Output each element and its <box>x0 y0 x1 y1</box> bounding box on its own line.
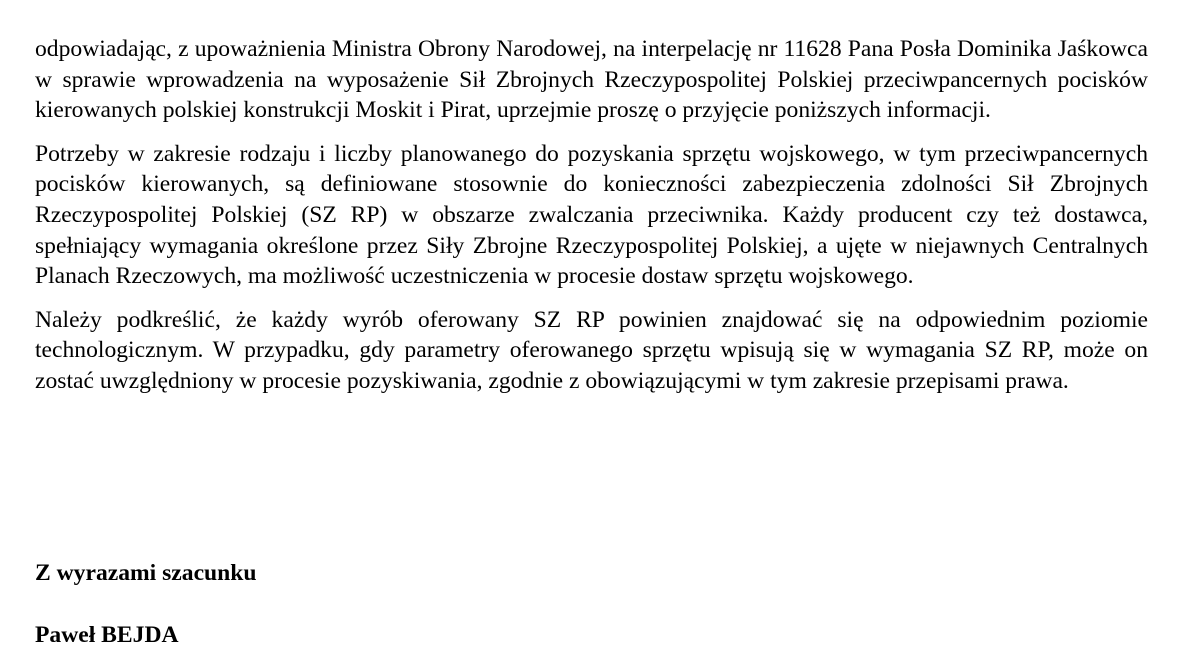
paragraph-technology-level: Należy podkreślić, że każdy wyrób oferowany SZ RP powinien znajdować się na odpowiednim poziomie technologicznym. W przypadku, gdy parametry oferowanego sprzętu wpisują się w wymagania SZ RP, może on zostać uwzględniony w procesie pozyskiwania, zgodnie z obowiązującymi w tym zakresie przepisami prawa. <box>35 306 1148 394</box>
paragraph-equipment-needs: Potrzeby w zakresie rodzaju i liczby planowanego do pozyskania sprzętu wojskowego, w tym przeciwpancernych pocisków kierowanych, są definiowane stosownie do konieczności zabezpieczenia zdolności Sił Zbrojnych Rzeczypospolitej Polskiej (SZ RP) w obszarze zwalczania przeciwnika. Każdy producent czy też dostawca, spełniający wymagania określone przez Siły Zbrojne Rzeczypospolitej Polskiej, a ujęte w niejawnych Centralnych Planach Rzeczowych, ma możliwość uczestniczenia w procesie dostaw sprzętu wojskowego. <box>35 140 1148 290</box>
letter-body <box>35 34 1148 397</box>
paragraph-reply-intro: odpowiadając, z upoważnienia Ministra Obrony Narodowej, na interpelację nr 11628 Pana Posła Dominika Jaśkowca w sprawie wprowadzenia na wyposażenie Sił Zbrojnych Rzeczypospolitej Polskiej przeciwpancernych pocisków kierowanych polskiej konstrukcji Moskit i Pirat, uprzejmie proszę o przyjęcie poniższych informacji. <box>35 36 1148 124</box>
closing-salutation: Z wyrazami szacunku <box>35 560 257 586</box>
signature-name: Paweł BEJDA <box>35 622 179 648</box>
